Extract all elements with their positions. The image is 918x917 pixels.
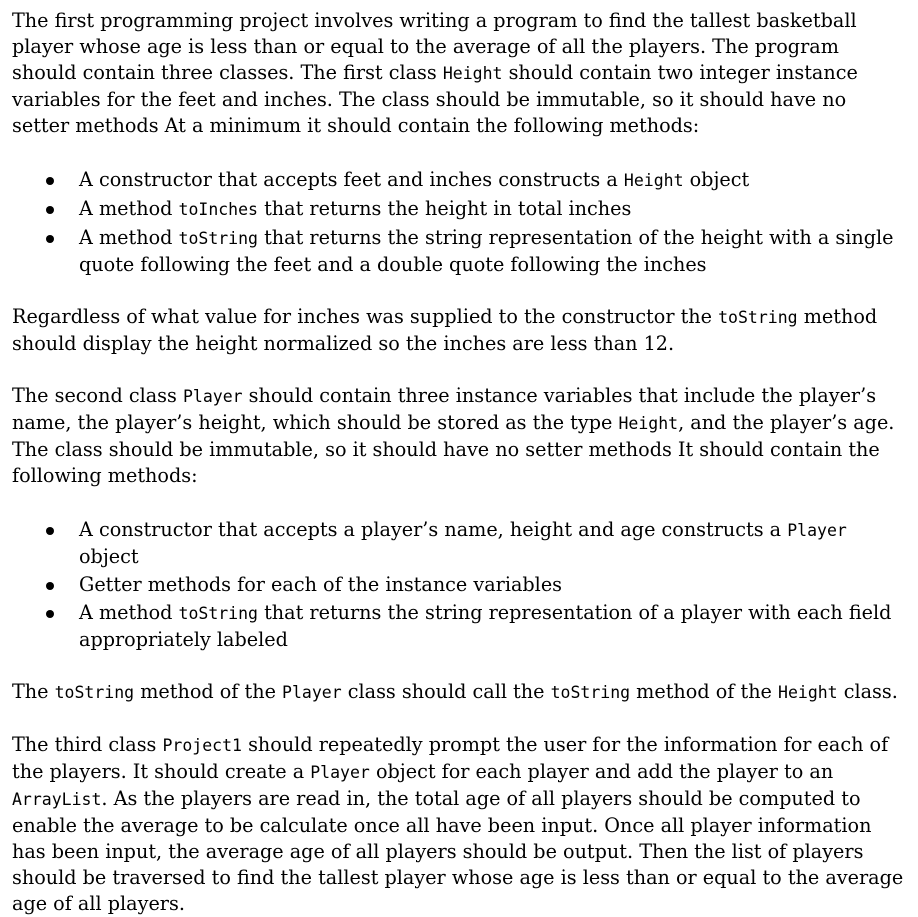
text: should repeatedly prompt the user for the information for each of the players. It should create a	[12, 733, 889, 783]
list-item	[12, 517, 906, 570]
paragraph-gap	[12, 489, 906, 515]
list-item	[12, 600, 906, 653]
code-height: Height	[778, 683, 838, 702]
code-tostring: toString	[54, 683, 135, 702]
code-height: Height	[623, 171, 684, 190]
text: that returns the string representation of a player with each field appropriately labeled	[79, 601, 892, 651]
text: A method	[79, 601, 179, 624]
text: A constructor that accepts feet and inches constructs a	[79, 168, 624, 191]
text: The second class	[12, 384, 183, 407]
paragraph-normalize	[12, 304, 906, 357]
text: The first programming project involves writing a program to find the tallest basketball player whose age is less than or equal to the average of all the players. The program should contain three classes. The first class	[12, 9, 857, 84]
text: A constructor that accepts a player’s name, height and age constructs a	[79, 518, 788, 541]
paragraph-gap	[12, 278, 906, 304]
text: should contain two integer instance variables for the feet and inches. The class should be immutable, so it should have no setter methods At a minimum it should contain the following methods:	[12, 61, 858, 137]
list-item	[12, 196, 906, 223]
text: object	[683, 168, 750, 191]
code-arraylist: ArrayList	[12, 790, 102, 809]
text: , and the player’s age. The class should be immutable, so it should have no setter methods It should contain the following methods:	[12, 411, 895, 487]
text: Regardless of what value for inches was supplied to the constructor the	[12, 305, 719, 328]
code-height: Height	[442, 64, 503, 83]
paragraph-tostring-call	[12, 679, 906, 706]
paragraph-project1-class	[12, 732, 906, 917]
text: object	[79, 545, 139, 568]
bullet-icon	[46, 527, 54, 535]
code-tostring: toString	[550, 683, 631, 702]
paragraph-gap	[12, 706, 906, 732]
code-toinches: toInches	[178, 200, 258, 219]
text: Getter methods for each of the instance variables	[79, 573, 563, 596]
paragraph-gap	[12, 139, 906, 165]
player-methods-list	[12, 517, 906, 653]
list-item	[12, 572, 906, 598]
paragraph-gap	[12, 653, 906, 679]
paragraph-intro	[12, 8, 906, 139]
text: method of the	[134, 680, 283, 703]
height-methods-list	[12, 167, 906, 278]
bullet-icon	[46, 206, 54, 214]
text: method should display the height normalized so the inches are less than 12.	[12, 305, 878, 355]
bullet-icon	[46, 177, 54, 185]
text: A method	[79, 197, 179, 220]
paragraph-player-class	[12, 383, 906, 489]
text: that returns the height in total inches	[258, 197, 632, 220]
text: that returns the string representation of the height with a single quote following the feet and a double quote following the inches	[79, 226, 894, 276]
text: A method	[79, 226, 179, 249]
text: object for each player and add the player to an	[369, 760, 834, 783]
code-tostring: toString	[718, 308, 798, 327]
code-project1: Project1	[162, 736, 242, 755]
code-height: Height	[618, 414, 679, 433]
code-player: Player	[787, 521, 847, 540]
text: The third class	[12, 733, 163, 756]
list-item	[12, 167, 906, 194]
code-player: Player	[182, 387, 243, 406]
text: should contain three instance variables that include the player’s name, the player’s height, which should be stored as the type	[12, 384, 877, 434]
text: . As the players are read in, the total age of all players should be computed to enable the average to be calculate once all have been input. Once all player information has been input, the average age of all players should be output. Then the list of players should be traversed to find the tallest player whose age is less than or equal to the average age of all players.	[12, 787, 904, 915]
code-player: Player	[310, 763, 370, 782]
paragraph-gap	[12, 357, 906, 383]
code-tostring: toString	[178, 604, 258, 623]
bullet-icon	[46, 235, 54, 243]
list-item	[12, 225, 906, 278]
bullet-icon	[46, 582, 54, 590]
text: method of the	[630, 680, 779, 703]
code-tostring: toString	[178, 229, 258, 248]
text: class should call the	[341, 680, 551, 703]
text: class.	[837, 680, 898, 703]
code-player: Player	[282, 683, 342, 702]
text: The	[12, 680, 55, 703]
bullet-icon	[46, 610, 54, 618]
